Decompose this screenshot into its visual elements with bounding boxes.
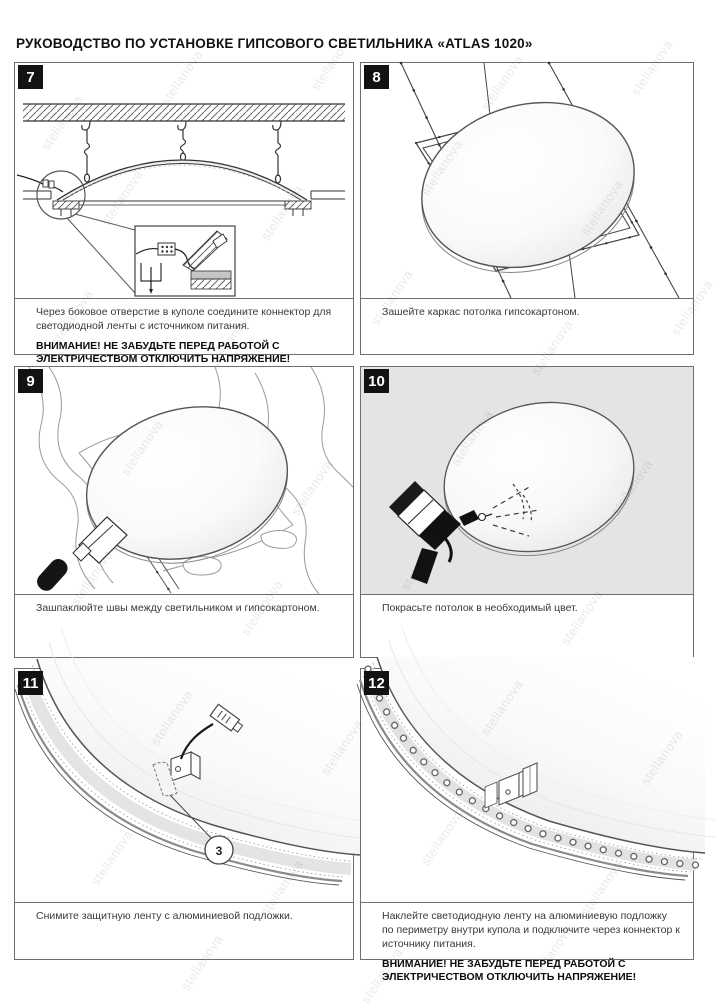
step-number: 12 <box>368 674 385 692</box>
caption-text: Наклейте светодиодную ленту на алюминиевую подложку по периметру внутри купола и подключите через коннектор к источнику питания. <box>382 910 680 950</box>
step-10-caption <box>361 594 693 657</box>
aluminium-channel <box>191 271 231 279</box>
detail-callout-circle <box>37 171 135 293</box>
caption-text: Через боковое отверстие в куполе соедините коннектор для светодиодной ленты с источником питания. <box>36 306 332 332</box>
caption-text: Зашпаклюйте швы между светильником и гипсокартоном. <box>36 602 320 614</box>
plaster-dome <box>377 625 716 853</box>
step-8-number-badge <box>364 65 389 89</box>
step-7-number-badge <box>18 65 43 89</box>
ceiling-cross-section-illustration <box>15 63 353 298</box>
step-7-caption <box>15 298 353 366</box>
page-title: РУКОВОДСТВО ПО УСТАНОВКЕ ГИПСОВОГО СВЕТИЛЬНИКА «ATLAS 1020» <box>16 36 533 51</box>
caption-text: Снимите защитную ленту с алюминиевой подложки. <box>36 910 293 922</box>
step-10-number-badge <box>364 369 389 393</box>
step-10-figure <box>361 367 693 594</box>
wiring-detail-inset <box>135 226 235 296</box>
callout-number: 3 <box>215 844 223 858</box>
puttying-seams-illustration <box>15 367 353 594</box>
dome-section <box>57 160 307 200</box>
ceiling-slab-hatch <box>23 104 345 121</box>
step-panel-11 <box>14 668 354 960</box>
watermark-text: stellanova <box>177 931 226 994</box>
step-7-figure <box>15 63 353 298</box>
step-9-figure <box>15 367 353 594</box>
step-11-figure <box>15 669 353 902</box>
step-panel-8 <box>360 62 694 355</box>
step-9-number-badge <box>18 369 43 393</box>
warning-text: ВНИМАНИЕ! НЕ ЗАБУДЬТЕ ПЕРЕД РАБОТОЙ С ЭЛЕКТРИЧЕСТВОМ ОТКЛЮЧИТЬ НАПРЯЖЕНИЕ! <box>382 957 637 984</box>
watermark-text: stellanova <box>357 944 406 1006</box>
led-connector-block <box>158 243 175 255</box>
hanger-right <box>273 121 281 183</box>
step-number: 10 <box>368 372 385 390</box>
ceiling-frame-illustration <box>361 63 693 298</box>
hanger-left <box>82 121 90 182</box>
step-panel-9 <box>14 366 354 658</box>
step-12-figure <box>361 669 693 902</box>
step-12-number-badge <box>364 671 389 695</box>
step-number: 9 <box>26 372 35 390</box>
plaster-dome <box>402 78 654 296</box>
step-panel-7 <box>14 62 354 366</box>
warning-text: ВНИМАНИЕ! НЕ ЗАБУДЬТЕ ПЕРЕД РАБОТОЙ С ЭЛЕКТРИЧЕСТВОМ ОТКЛЮЧИТЬ НАПРЯЖЕНИЕ! <box>36 339 291 366</box>
step-number: 7 <box>26 68 35 86</box>
step-number: 8 <box>372 68 381 86</box>
step-8-caption <box>361 298 693 354</box>
step-number: 11 <box>22 674 39 692</box>
step-panel-10 <box>360 366 694 658</box>
step-9-caption <box>15 594 353 657</box>
caption-text: Покрасьте потолок в необходимый цвет. <box>382 602 578 614</box>
caption-text: Зашейте каркас потолка гипсокартоном. <box>382 306 580 318</box>
glue-led-strip-illustration <box>361 669 693 902</box>
painting-ceiling-illustration <box>361 367 693 594</box>
step-8-figure <box>361 63 693 298</box>
hanger-middle <box>178 121 186 161</box>
step-11-caption <box>15 902 353 959</box>
remove-protective-tape-illustration <box>15 669 353 902</box>
step-11-number-badge <box>18 671 43 695</box>
plaster-dome <box>37 627 385 855</box>
